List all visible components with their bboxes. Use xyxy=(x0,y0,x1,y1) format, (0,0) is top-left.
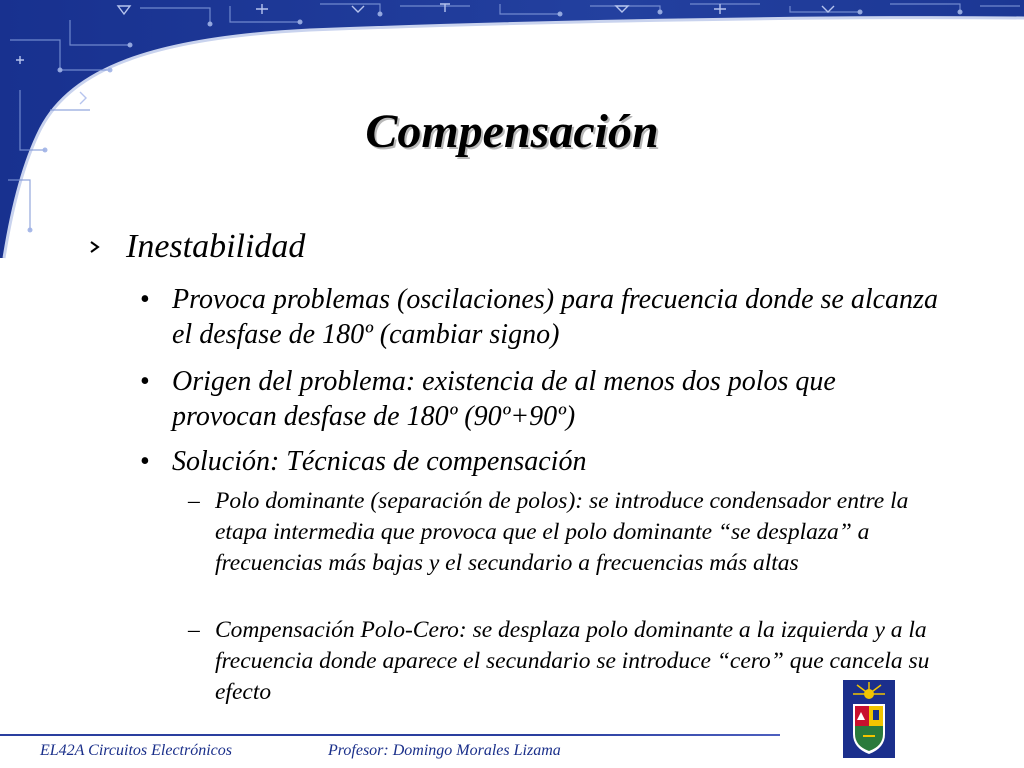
bullet-dot-icon: • xyxy=(140,284,150,315)
bullet-text: Solución: Técnicas de compensación xyxy=(172,446,587,477)
footer-course: EL42A Circuitos Electrónicos xyxy=(40,742,232,759)
sub-bullet-text: Compensación Polo-Cero: se desplaza polo dominante a la izquierda y a la frecuencia donde aparece el secundario se introduce “cero” que cancela su efecto xyxy=(215,617,930,705)
university-crest-icon xyxy=(843,680,895,758)
bullet-text: Origen del problema: existencia de al menos dos polos que provocan desfase de 180º (90º+90º) xyxy=(172,366,836,432)
footer-professor: Profesor: Domingo Morales Lizama xyxy=(328,742,561,759)
dash-bullet-icon: – xyxy=(188,617,200,643)
footer-divider xyxy=(0,734,780,736)
page-title: Compensación xyxy=(365,105,659,158)
dash-bullet-icon: – xyxy=(188,488,200,514)
heading-text: Inestabilidad xyxy=(126,228,306,265)
arrow-bullet-icon xyxy=(88,240,102,254)
bullet-dot-icon: • xyxy=(140,446,150,477)
bullet-text: Provoca problemas (oscilaciones) para frecuencia donde se alcanza el desfase de 180º (cambiar signo) xyxy=(172,284,938,350)
bullet-dot-icon: • xyxy=(140,366,150,397)
sub-bullet-text: Polo dominante (separación de polos): se introduce condensador entre la etapa intermedia que provoca que el polo dominante “se desplaza” a frecuencias más bajas y el secundario a frecuencias más altas xyxy=(215,488,909,576)
